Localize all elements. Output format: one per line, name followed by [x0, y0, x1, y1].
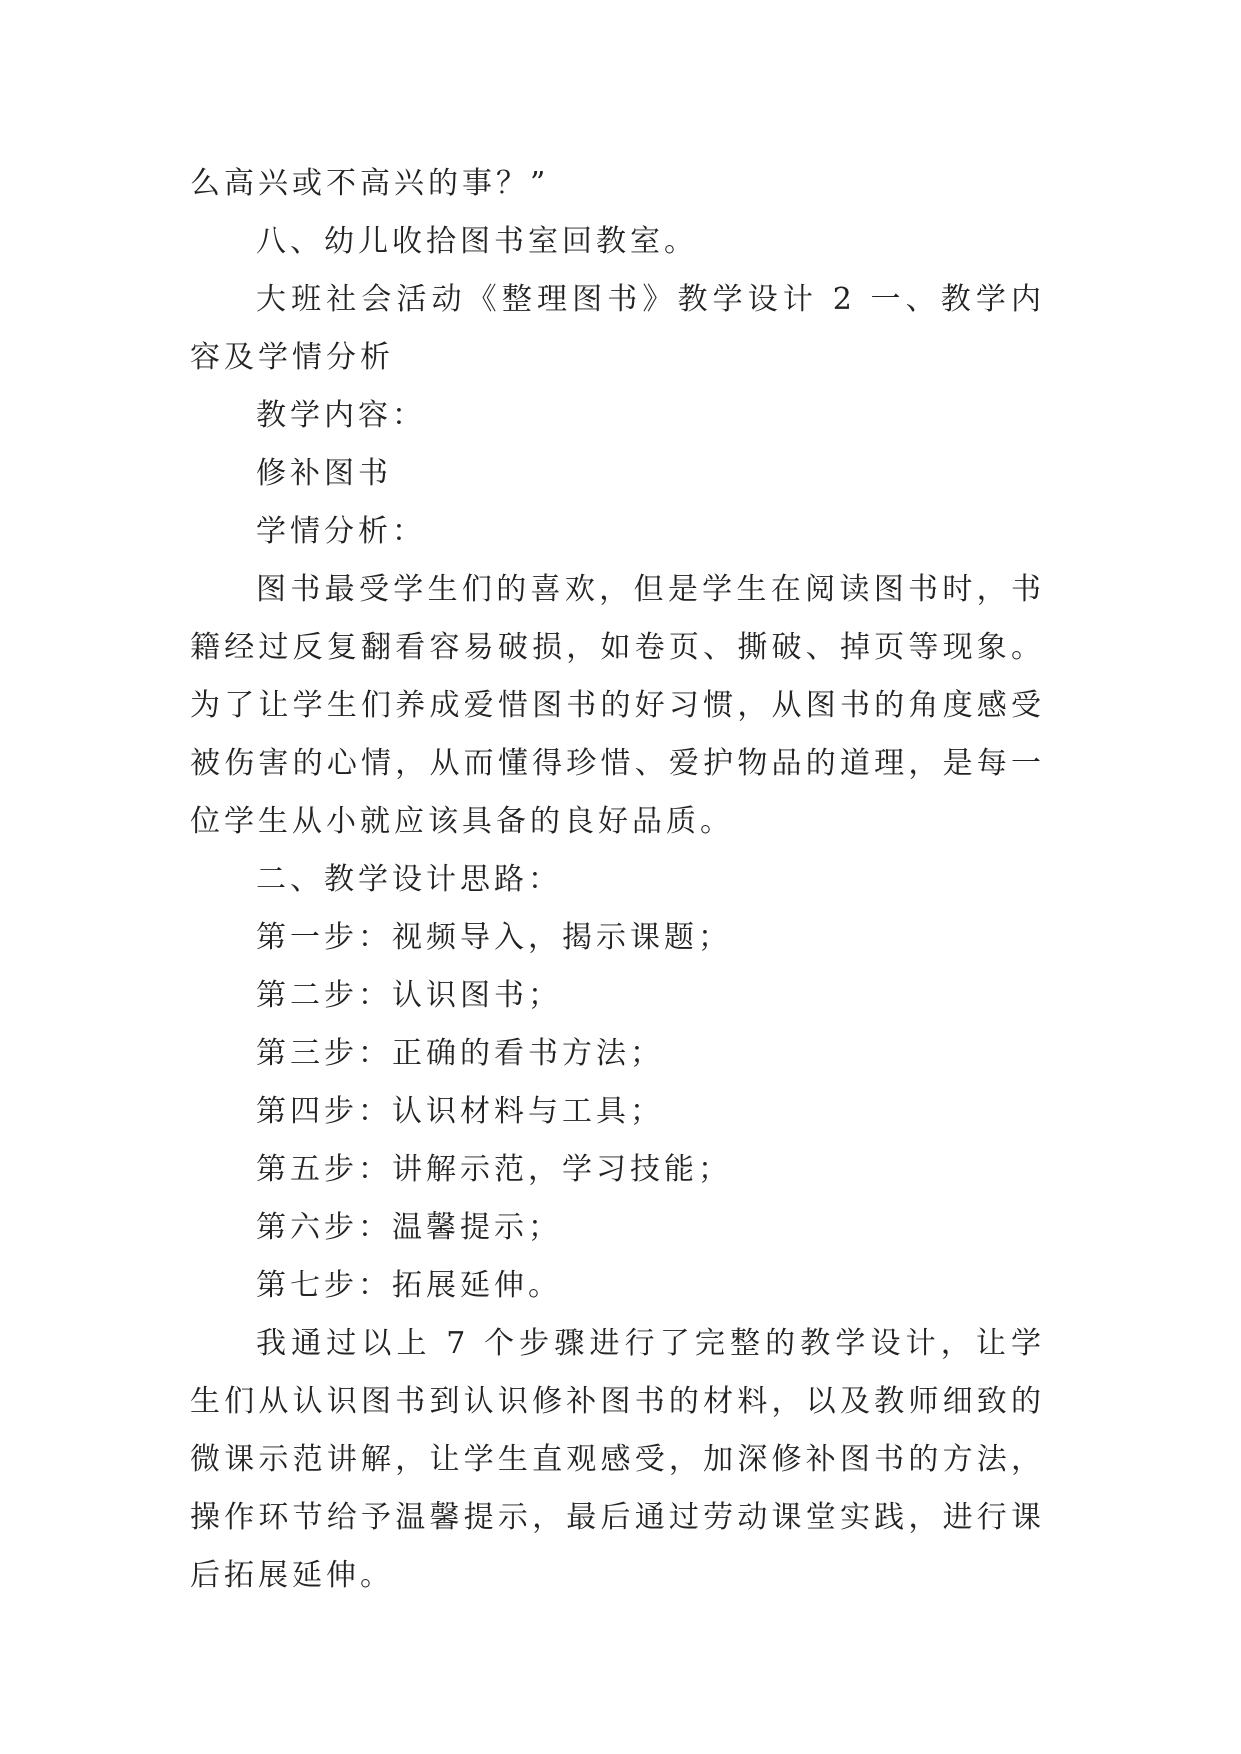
paragraph-continuation: 么高兴或不高兴的事？” [190, 166, 550, 201]
paragraph-step-7: 第七步：拓展延伸。 [256, 1268, 562, 1303]
paragraph-teaching-content-label: 教学内容： [256, 398, 426, 433]
paragraph-teaching-content: 修补图书 [256, 456, 392, 491]
paragraph-step-4: 第四步：认识材料与工具； [256, 1094, 664, 1129]
paragraph-step-3: 第三步：正确的看书方法； [256, 1036, 664, 1071]
paragraph-step-eight: 八、幼儿收拾图书室回教室。 [256, 224, 698, 259]
paragraph-summary: 我通过以上 7 个步骤进行了完整的教学设计，让学生们从认识图书到认识修补图书的材料，以及教师细致的微课示范讲解，让学生直观感受，加深修补图书的方法，操作环节给予温馨提示，最后通过劳动课堂实践，进行课后拓展延伸。 [190, 1326, 1045, 1593]
paragraph-student-analysis: 图书最受学生们的喜欢，但是学生在阅读图书时，书籍经过反复翻看容易破损，如卷页、撕破、掉页等现象。为了让学生们养成爱惜图书的好习惯，从图书的角度感受被伤害的心情，从而懂得珍惜、爱护物品的道理，是每一位学生从小就应该具备的良好品质。 [190, 572, 1045, 839]
paragraph-step-2: 第二步：认识图书； [256, 978, 562, 1013]
paragraph-step-1: 第一步：视频导入，揭示课题； [256, 920, 732, 955]
paragraph-section-title: 大班社会活动《整理图书》教学设计 2 一、教学内容及学情分析 [190, 282, 1045, 375]
paragraph-step-5: 第五步：讲解示范，学习技能； [256, 1152, 732, 1187]
paragraph-design-ideas-heading: 二、教学设计思路： [256, 862, 562, 897]
paragraph-step-6: 第六步：温馨提示； [256, 1210, 562, 1245]
document-body [190, 155, 1045, 1605]
paragraph-student-analysis-label: 学情分析： [256, 514, 426, 549]
